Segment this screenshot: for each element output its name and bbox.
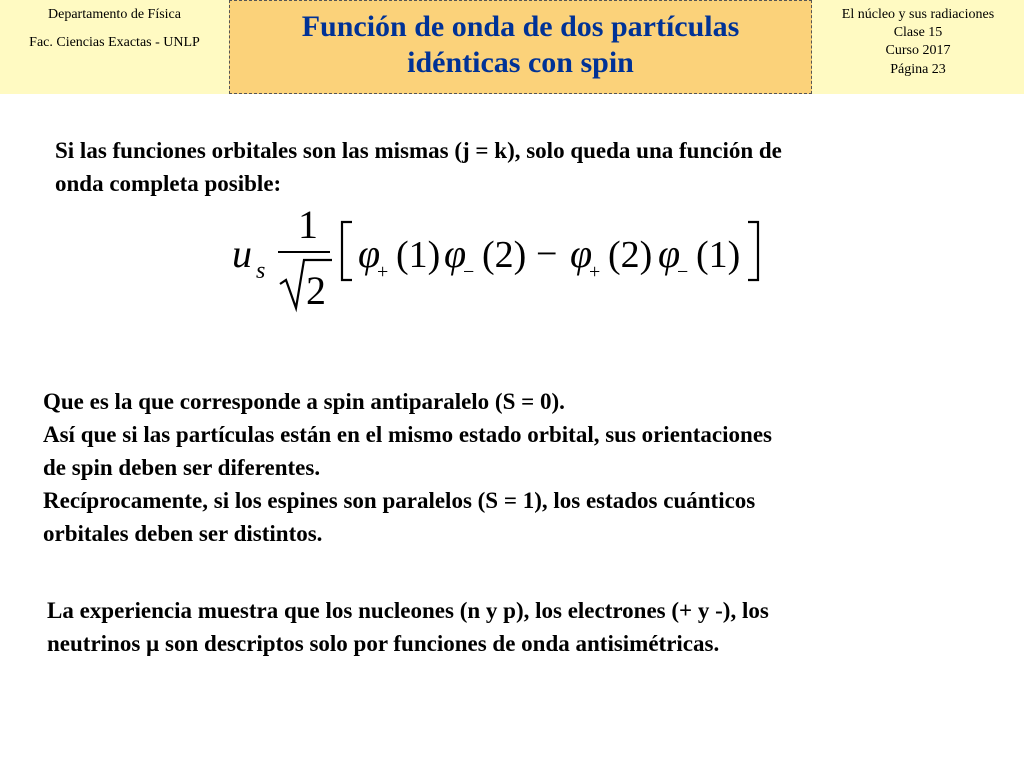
page-number: Página 23 xyxy=(890,61,946,77)
phi-4-sub: − xyxy=(677,261,689,283)
formula-lhs-var: u xyxy=(232,231,252,276)
closing-line: neutrinos µ son descriptos solo por funciones de onda antisimétricas. xyxy=(47,631,720,656)
arg-3: (2) xyxy=(608,234,653,276)
header-left-box xyxy=(0,0,229,94)
formula-denominator: 2 xyxy=(306,268,326,313)
minus-operator: − xyxy=(536,233,558,275)
formula-numerator: 1 xyxy=(298,202,318,247)
explanation-line: Así que si las partículas están en el mismo estado orbital, sus orientaciones xyxy=(43,422,772,447)
arg-2: (2) xyxy=(482,234,527,276)
closing-line: La experiencia muestra que los nucleones (n y p), los electrones (+ y -), los xyxy=(47,598,769,623)
phi-3: φ xyxy=(570,231,593,276)
phi-1-sub: + xyxy=(377,261,389,283)
faculty-label: Fac. Ciencias Exactas - UNLP xyxy=(29,34,200,50)
header-right-box xyxy=(812,0,1024,94)
phi-4: φ xyxy=(658,231,681,276)
slide-title xyxy=(229,0,812,94)
class-number: Clase 15 xyxy=(893,25,943,41)
course-year: Curso 2017 xyxy=(885,43,951,59)
right-bracket xyxy=(748,222,758,280)
arg-1: (1) xyxy=(396,234,441,276)
explanation-line: Que es la que corresponde a spin antiparalelo (S = 0). xyxy=(43,389,565,414)
wavefunction-formula xyxy=(220,200,800,320)
explanation-line: Recíprocamente, si los espines son paralelos (S = 1), los estados cuánticos xyxy=(43,488,756,513)
intro-line: Si las funciones orbitales son las mismas (j = k), solo queda una función de xyxy=(55,138,782,163)
explanation-paragraph xyxy=(43,385,983,550)
phi-3-sub: + xyxy=(589,261,601,283)
phi-1: φ xyxy=(358,231,381,276)
intro-line: onda completa posible: xyxy=(55,171,282,196)
intro-paragraph xyxy=(55,134,975,200)
explanation-line: orbitales deben ser distintos. xyxy=(43,521,323,546)
slide-title-line2: idénticas con spin xyxy=(407,46,634,79)
slide-title-line1: Función de onda de dos partículas xyxy=(301,10,740,43)
phi-2-sub: − xyxy=(463,261,475,283)
arg-4: (1) xyxy=(696,234,741,276)
phi-2: φ xyxy=(444,231,467,276)
closing-paragraph xyxy=(47,594,967,660)
explanation-line: de spin deben ser diferentes. xyxy=(43,455,321,480)
formula-lhs-sub: s xyxy=(256,258,266,284)
course-name: El núcleo y sus radiaciones xyxy=(841,7,995,22)
department-label: Departamento de Física xyxy=(48,7,181,22)
left-bracket xyxy=(342,222,352,280)
